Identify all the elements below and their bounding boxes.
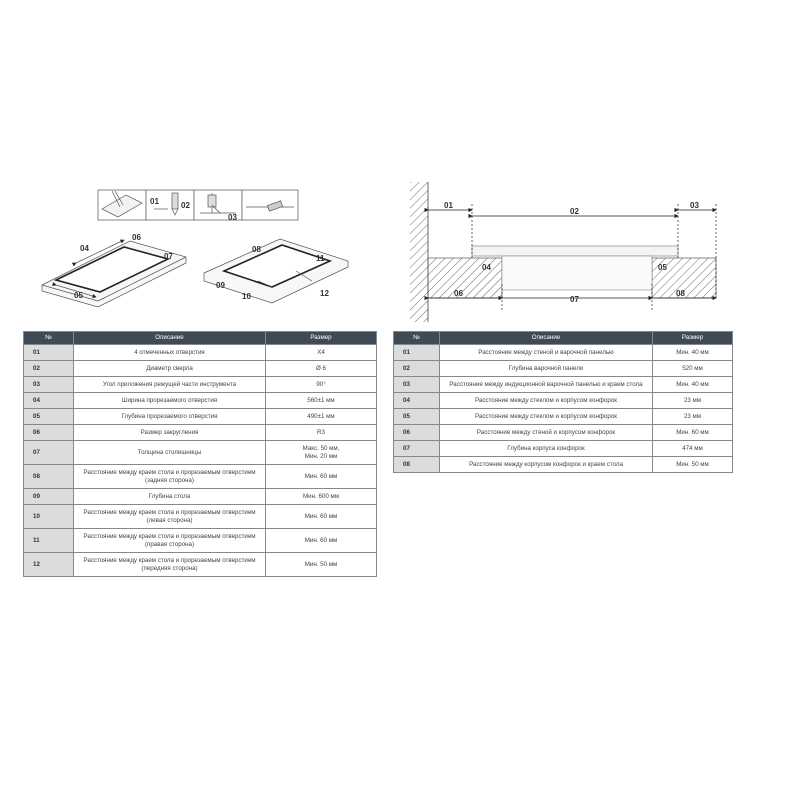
diagram-label-10: 10 xyxy=(242,292,251,301)
section-label-05: 05 xyxy=(658,263,667,272)
table-cell xyxy=(74,529,266,553)
row-size: Мин. 60 мм xyxy=(304,536,338,544)
table-cell xyxy=(74,377,266,393)
row-number: 03 xyxy=(33,380,40,388)
row-size: Мин. 50 мм xyxy=(676,460,709,468)
table-cell xyxy=(74,345,266,361)
table-cell xyxy=(266,489,377,505)
diagram-label-03: 03 xyxy=(228,213,237,222)
row-number: 01 xyxy=(403,348,410,356)
row-number: 08 xyxy=(403,460,410,468)
diagram-label-08: 08 xyxy=(252,245,261,254)
section-label-08: 08 xyxy=(676,289,685,298)
table-row xyxy=(394,345,733,361)
table-cell xyxy=(74,505,266,529)
table-cell xyxy=(440,425,653,441)
table-row xyxy=(24,465,377,489)
row-size: Мин. 600 мм xyxy=(302,492,340,500)
table-cell xyxy=(653,377,733,393)
row-size: Ø 6 xyxy=(316,364,326,372)
table-cell xyxy=(394,457,440,473)
table-row xyxy=(394,425,733,441)
diagram-label-11: 11 xyxy=(316,254,325,263)
table-cell xyxy=(440,345,653,361)
table-row xyxy=(24,361,377,377)
table-cell xyxy=(266,529,377,553)
diagram-label-12: 12 xyxy=(320,289,329,298)
table-cell xyxy=(653,457,733,473)
row-description: Угол приложения режущей части инструмента xyxy=(102,380,237,388)
table-cell xyxy=(266,409,377,425)
row-number: 01 xyxy=(33,348,40,356)
table-cell xyxy=(266,441,377,465)
table-row xyxy=(24,489,377,505)
table-cell xyxy=(24,529,74,553)
table-cell xyxy=(24,441,74,465)
row-number: 06 xyxy=(403,428,410,436)
section-label-03: 03 xyxy=(690,201,699,210)
table-cell xyxy=(394,425,440,441)
table-row xyxy=(394,409,733,425)
table-cell xyxy=(266,425,377,441)
table-cell xyxy=(74,465,266,489)
table-cell xyxy=(440,441,653,457)
header-no: № xyxy=(394,332,440,345)
table-cell xyxy=(74,489,266,505)
table-row xyxy=(24,529,377,553)
table-cell xyxy=(74,409,266,425)
table-cell xyxy=(653,409,733,425)
table-cell xyxy=(394,377,440,393)
section-spec-table xyxy=(393,331,733,473)
table-cell xyxy=(74,425,266,441)
table-cell xyxy=(394,345,440,361)
row-number: 04 xyxy=(33,396,40,404)
row-description: Расстояние между стеной и корпусом конфорок xyxy=(476,428,616,436)
section-label-07: 07 xyxy=(570,295,579,304)
row-size: Мин. 60 мм xyxy=(676,428,709,436)
table-row xyxy=(24,425,377,441)
table-cell xyxy=(24,393,74,409)
row-number: 02 xyxy=(403,364,410,372)
table-cell xyxy=(440,377,653,393)
row-number: 10 xyxy=(33,512,40,520)
row-size: 90° xyxy=(316,380,326,388)
table-cell xyxy=(440,409,653,425)
diagram-label-05: 05 xyxy=(74,291,83,300)
row-number: 05 xyxy=(403,412,410,420)
diagram-label-01: 01 xyxy=(150,197,159,206)
header-description: Описание xyxy=(440,332,653,345)
table-cell xyxy=(74,553,266,577)
row-description: Глубина корпуса конфорок xyxy=(507,444,585,452)
table-cell xyxy=(653,361,733,377)
row-number: 07 xyxy=(403,444,410,452)
row-size: R3 xyxy=(317,428,325,436)
row-description: Расстояние между индукционной варочной панелью и краем стола xyxy=(449,380,643,388)
section-label-04: 04 xyxy=(482,263,491,272)
row-number: 05 xyxy=(33,412,40,420)
row-size: 520 мм xyxy=(682,364,703,372)
row-number: 08 xyxy=(33,472,40,480)
table-cell xyxy=(394,441,440,457)
row-description: Толщина столешницы xyxy=(137,448,202,456)
row-description: 4 отмеченных отверстия xyxy=(134,348,205,356)
table-header-row xyxy=(394,332,733,345)
header-description: Описание xyxy=(74,332,266,345)
table-cell xyxy=(24,377,74,393)
table-cell xyxy=(24,425,74,441)
table-cell xyxy=(24,409,74,425)
row-number: 09 xyxy=(33,492,40,500)
installation-cutout-diagram xyxy=(36,185,356,315)
row-size: Мин. 60 мм xyxy=(304,512,338,520)
table-cell xyxy=(74,393,266,409)
row-description: Расстояние между краем стола и прорезаемым отверстием (задняя сторона) xyxy=(83,468,256,484)
table-cell xyxy=(266,553,377,577)
table-cell xyxy=(24,361,74,377)
table-cell xyxy=(394,409,440,425)
table-cell xyxy=(266,377,377,393)
table-cell xyxy=(440,393,653,409)
table-row xyxy=(24,505,377,529)
diagram-label-06: 06 xyxy=(132,233,141,242)
row-size: Мин. 40 мм xyxy=(676,380,709,388)
row-number: 07 xyxy=(33,448,40,456)
table-cell xyxy=(24,489,74,505)
row-size: 23 мм xyxy=(683,396,702,404)
table-cell xyxy=(266,465,377,489)
table-cell xyxy=(653,441,733,457)
diagram-label-04: 04 xyxy=(80,244,89,253)
row-size: Макс. 50 мм, Мин. 20 мм xyxy=(302,444,340,460)
row-number: 06 xyxy=(33,428,40,436)
table-cell xyxy=(266,505,377,529)
table-header-row xyxy=(24,332,377,345)
table-cell xyxy=(24,465,74,489)
table-cell xyxy=(24,345,74,361)
table-row xyxy=(24,377,377,393)
table-row xyxy=(24,345,377,361)
header-no: № xyxy=(24,332,74,345)
row-size: Мин. 40 мм xyxy=(676,348,709,356)
row-size: 560±1 мм xyxy=(307,396,335,404)
row-description: Расстояние между стеклом и корпусом конфорок xyxy=(474,396,618,404)
row-number: 12 xyxy=(33,560,40,568)
table-cell xyxy=(74,441,266,465)
row-size: 474 мм xyxy=(682,444,703,452)
table-row xyxy=(394,393,733,409)
row-description: Глубина стола xyxy=(148,492,191,500)
row-size: Мин. 50 мм xyxy=(304,560,338,568)
row-description: Расстояние между стеклом и корпусом конфорок xyxy=(474,412,618,420)
table-cell xyxy=(653,393,733,409)
table-cell xyxy=(394,393,440,409)
table-row xyxy=(394,377,733,393)
wall xyxy=(410,182,428,322)
table-cell xyxy=(440,457,653,473)
header-size: Размер xyxy=(653,332,733,345)
table-cell xyxy=(266,361,377,377)
row-size: 23 мм xyxy=(683,412,702,420)
table-row xyxy=(394,441,733,457)
row-description: Глубина прорезаемого отверстия xyxy=(121,412,218,420)
row-description: Диаметр сверла xyxy=(146,364,193,372)
row-description: Расстояние между стеной и варочной панелью xyxy=(478,348,614,356)
table-cell xyxy=(266,345,377,361)
row-number: 11 xyxy=(33,536,40,544)
table-cell xyxy=(653,425,733,441)
table-cell xyxy=(24,553,74,577)
row-description: Ширина прорезаемого отверстия xyxy=(121,396,218,404)
diagram-label-09: 09 xyxy=(216,281,225,290)
table-row xyxy=(24,393,377,409)
table-row xyxy=(394,457,733,473)
row-size: Мин. 60 мм xyxy=(304,472,338,480)
row-description: Расстояние между корпусом конфорок и краем стола xyxy=(469,460,623,468)
row-description: Размер закругления xyxy=(140,428,199,436)
row-description: Глубина варочной панели xyxy=(508,364,584,372)
table-row xyxy=(24,553,377,577)
section-label-06: 06 xyxy=(454,289,463,298)
row-description: Расстояние между краем стола и прорезаемым отверстием (передняя сторона) xyxy=(83,556,256,572)
row-description: Расстояние между краем стола и прорезаемым отверстием (левая сторона) xyxy=(83,508,256,524)
header-size: Размер xyxy=(266,332,377,345)
table-cell xyxy=(440,361,653,377)
burner-housing xyxy=(502,256,652,290)
cross-section-diagram xyxy=(404,180,726,325)
table-cell xyxy=(394,361,440,377)
row-size: 490±1 мм xyxy=(307,412,335,420)
diagram-label-07: 07 xyxy=(164,252,173,261)
diagram-label-02: 02 xyxy=(181,201,190,210)
row-number: 03 xyxy=(403,380,410,388)
table-cell xyxy=(266,393,377,409)
table-cell xyxy=(74,361,266,377)
row-description: Расстояние между краем стола и прорезаемым отверстием (правая сторона) xyxy=(83,532,256,548)
table-row xyxy=(394,361,733,377)
table-row xyxy=(24,409,377,425)
table-row xyxy=(24,441,377,465)
row-number: 04 xyxy=(403,396,410,404)
countertop-front-cutout xyxy=(42,240,186,307)
row-size: X4 xyxy=(317,348,325,356)
cooktop-glass xyxy=(472,246,678,256)
cutout-spec-table xyxy=(23,331,377,577)
row-number: 02 xyxy=(33,364,40,372)
section-label-02: 02 xyxy=(570,207,579,216)
table-cell xyxy=(653,345,733,361)
table-cell xyxy=(24,505,74,529)
section-label-01: 01 xyxy=(444,201,453,210)
